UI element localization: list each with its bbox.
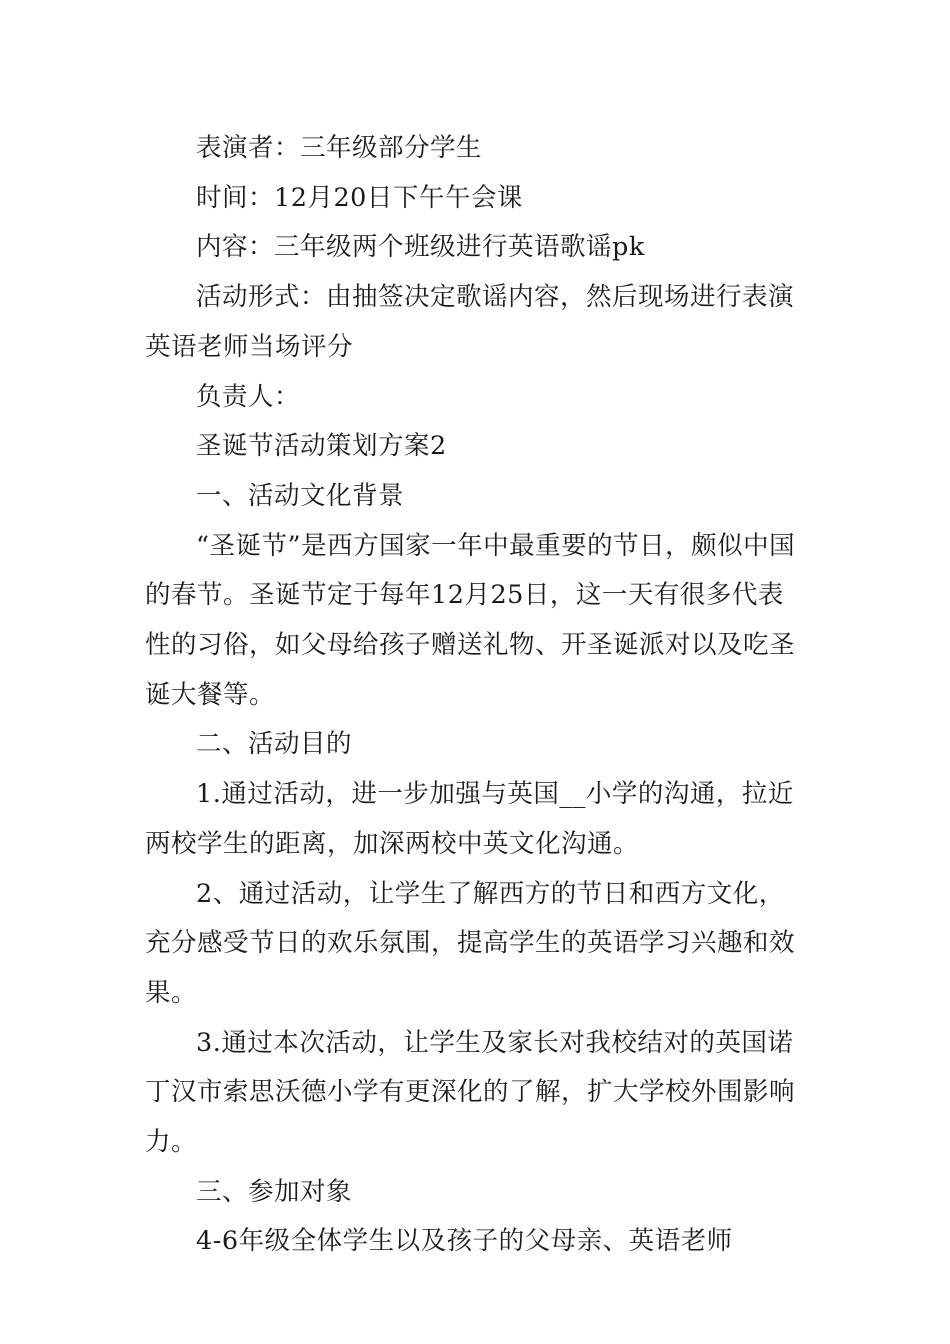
participants-line: 4-6年级全体学生以及孩子的父母亲、英语老师 bbox=[196, 1226, 733, 1257]
section-heading-purpose: 二、活动目的 bbox=[196, 729, 353, 760]
activity-form-paragraph: 活动形式：由抽签决定歌谣内容，然后现场进行表演英语老师当场评分 bbox=[145, 282, 795, 362]
purpose-item-2: 2、通过活动，让学生了解西方的节日和西方文化，充分感受节日的欢乐氛围，提高学生的英语学习兴趣和效果。 bbox=[145, 878, 796, 1008]
section-heading-participants: 三、参加对象 bbox=[196, 1176, 353, 1207]
document-body bbox=[145, 124, 807, 1267]
background-paragraph: “圣诞节”是西方国家一年中最重要的节日，颇似中国的春节。圣诞节定于每年12月25日，这一天有很多代表性的习俗，如父母给孩子赠送礼物、开圣诞派对以及吃圣诞大餐等。 bbox=[145, 530, 796, 710]
section-heading-background: 一、活动文化背景 bbox=[196, 480, 405, 511]
person-in-charge-line: 负责人： bbox=[196, 381, 301, 412]
time-line: 时间：12月20日下午午会课 bbox=[196, 182, 523, 213]
content-line: 内容：三年级两个班级进行英语歌谣pk bbox=[196, 232, 645, 263]
purpose-item-3: 3.通过本次活动，让学生及家长对我校结对的英国诺丁汉市索思沃德小学有更深化的了解，扩大学校外围影响力。 bbox=[145, 1027, 796, 1158]
plan-title: 圣诞节活动策划方案2 bbox=[196, 431, 447, 462]
performers-line: 表演者：三年级部分学生 bbox=[196, 133, 483, 163]
purpose-item-1: 1.通过活动，进一步加强与英国__小学的沟通，拉近两校学生的距离，加深两校中英文化沟通。 bbox=[145, 779, 794, 859]
